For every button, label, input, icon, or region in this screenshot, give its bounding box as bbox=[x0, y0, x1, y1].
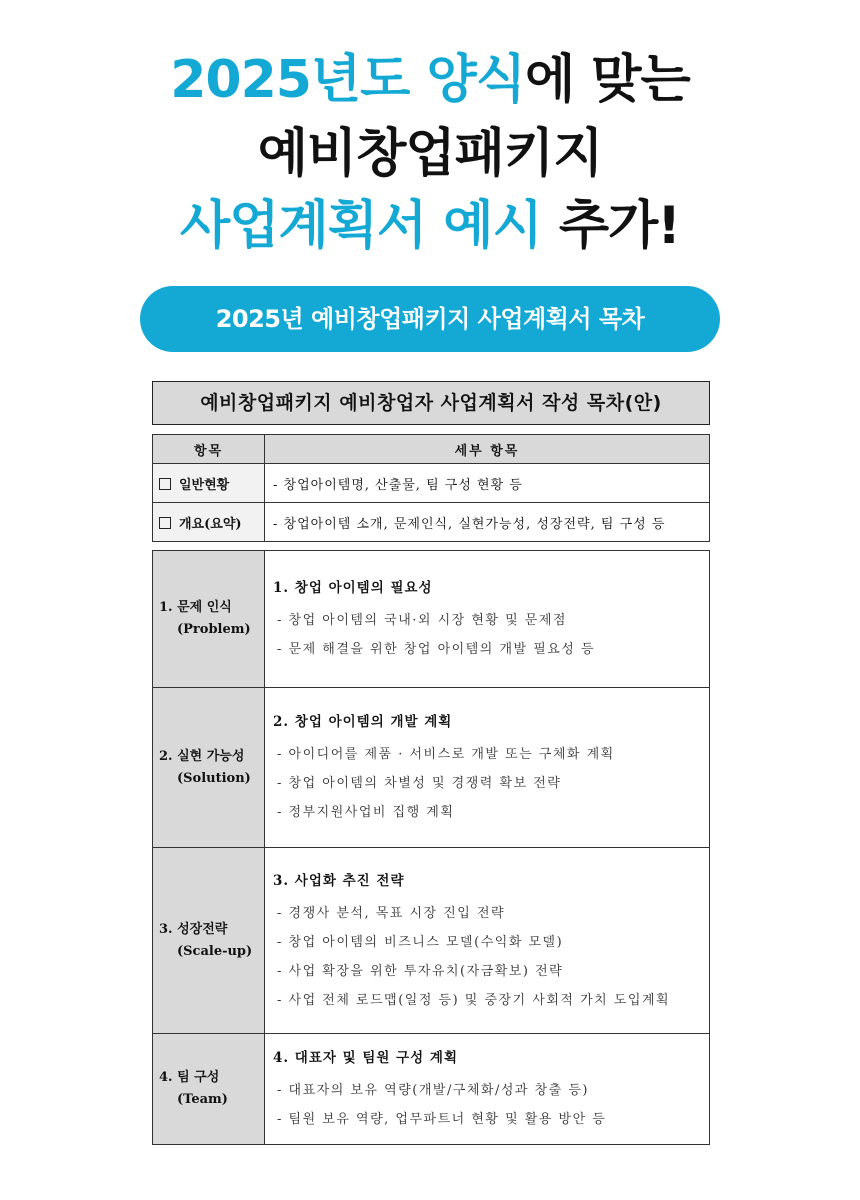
section-item: - 창업 아이템의 차별성 및 경쟁력 확보 전략 bbox=[277, 776, 562, 791]
sections-table bbox=[152, 550, 710, 1145]
section-item: - 창업 아이템의 비즈니스 모델(수익화 모델) bbox=[277, 934, 564, 950]
section-label-cell bbox=[153, 1034, 265, 1145]
section-label: 1. 문제 인식 bbox=[159, 600, 232, 615]
section-title: 2. 창업 아이템의 개발 계획 bbox=[273, 714, 453, 730]
section-row-team bbox=[153, 1034, 710, 1145]
section-label: 4. 팀 구성 bbox=[159, 1070, 220, 1085]
section-item: - 아이디어를 제품 · 서비스로 개발 또는 구체화 계획 bbox=[277, 747, 615, 762]
overview-table bbox=[152, 434, 710, 542]
table-row bbox=[153, 503, 710, 542]
checkbox-icon bbox=[159, 517, 171, 529]
row-label-cell bbox=[153, 464, 265, 503]
headline-text: 예비창업패키지 bbox=[257, 124, 603, 184]
checkbox-icon bbox=[159, 478, 171, 490]
section-title: 1. 창업 아이템의 필요성 bbox=[273, 580, 433, 596]
section-title: 4. 대표자 및 팀원 구성 계획 bbox=[273, 1050, 459, 1066]
section-label-en: (Solution) bbox=[177, 770, 251, 786]
section-label-en: (Team) bbox=[177, 1092, 228, 1107]
section-item: - 대표자의 보유 역량(개발/구체화/성과 창출 등) bbox=[277, 1083, 590, 1098]
headline-line-2 bbox=[0, 120, 860, 188]
toc-banner: 2025년 예비창업패키지 사업계획서 목차 bbox=[140, 286, 720, 352]
section-label-cell bbox=[153, 688, 265, 848]
column-header-detail: 세부 항목 bbox=[265, 435, 710, 464]
row-detail: - 창업아이템명, 산출물, 팀 구성 현황 등 bbox=[265, 464, 710, 503]
section-content bbox=[265, 1034, 710, 1145]
section-item: - 정부지원사업비 집행 계획 bbox=[277, 805, 455, 820]
section-item: - 경쟁사 분석, 목표 시장 진입 전략 bbox=[277, 905, 506, 921]
row-label-cell bbox=[153, 503, 265, 542]
section-label-cell bbox=[153, 551, 265, 688]
column-header-item: 항목 bbox=[153, 435, 265, 464]
table-header-row bbox=[153, 435, 710, 464]
row-label: 일반현황 bbox=[179, 477, 230, 493]
section-row-solution bbox=[153, 688, 710, 848]
section-label: 3. 성장전략 bbox=[159, 921, 228, 937]
section-content bbox=[265, 848, 710, 1034]
section-item: - 창업 아이템의 국내·외 시장 현황 및 문제점 bbox=[277, 613, 567, 628]
table-row bbox=[153, 464, 710, 503]
section-label: 2. 실현 가능성 bbox=[159, 748, 245, 764]
headline-line-3 bbox=[0, 192, 860, 260]
row-label: 개요(요약) bbox=[179, 516, 242, 532]
section-item: - 사업 전체 로드맵(일정 등) 및 중장기 사회적 가치 도입계획 bbox=[277, 992, 671, 1008]
section-row-scaleup bbox=[153, 848, 710, 1034]
section-label-en: (Scale-up) bbox=[177, 943, 253, 959]
row-detail: - 창업아이템 소개, 문제인식, 실현가능성, 성장전략, 팀 구성 등 bbox=[265, 503, 710, 542]
section-label-en: (Problem) bbox=[177, 622, 251, 637]
headline-line-1 bbox=[0, 46, 860, 114]
section-item: - 문제 해결을 위한 창업 아이템의 개발 필요성 등 bbox=[277, 642, 596, 657]
section-item: - 팀원 보유 역량, 업무파트너 현황 및 활용 방안 등 bbox=[277, 1112, 607, 1127]
headline-highlight: 사업계획서 예시 bbox=[179, 196, 542, 256]
section-item: - 사업 확장을 위한 투자유치(자금확보) 전략 bbox=[277, 963, 564, 979]
headline-highlight: 2025년도 양식 bbox=[170, 50, 525, 110]
headline-text: 에 맞는 bbox=[524, 50, 690, 110]
section-label-cell bbox=[153, 848, 265, 1034]
section-title: 3. 사업화 추진 전략 bbox=[273, 872, 405, 889]
section-row-problem bbox=[153, 551, 710, 688]
headline-text: 추가! bbox=[541, 196, 681, 256]
document-title: 예비창업패키지 예비창업자 사업계획서 작성 목차(안) bbox=[152, 381, 710, 425]
section-content bbox=[265, 688, 710, 848]
section-content bbox=[265, 551, 710, 688]
